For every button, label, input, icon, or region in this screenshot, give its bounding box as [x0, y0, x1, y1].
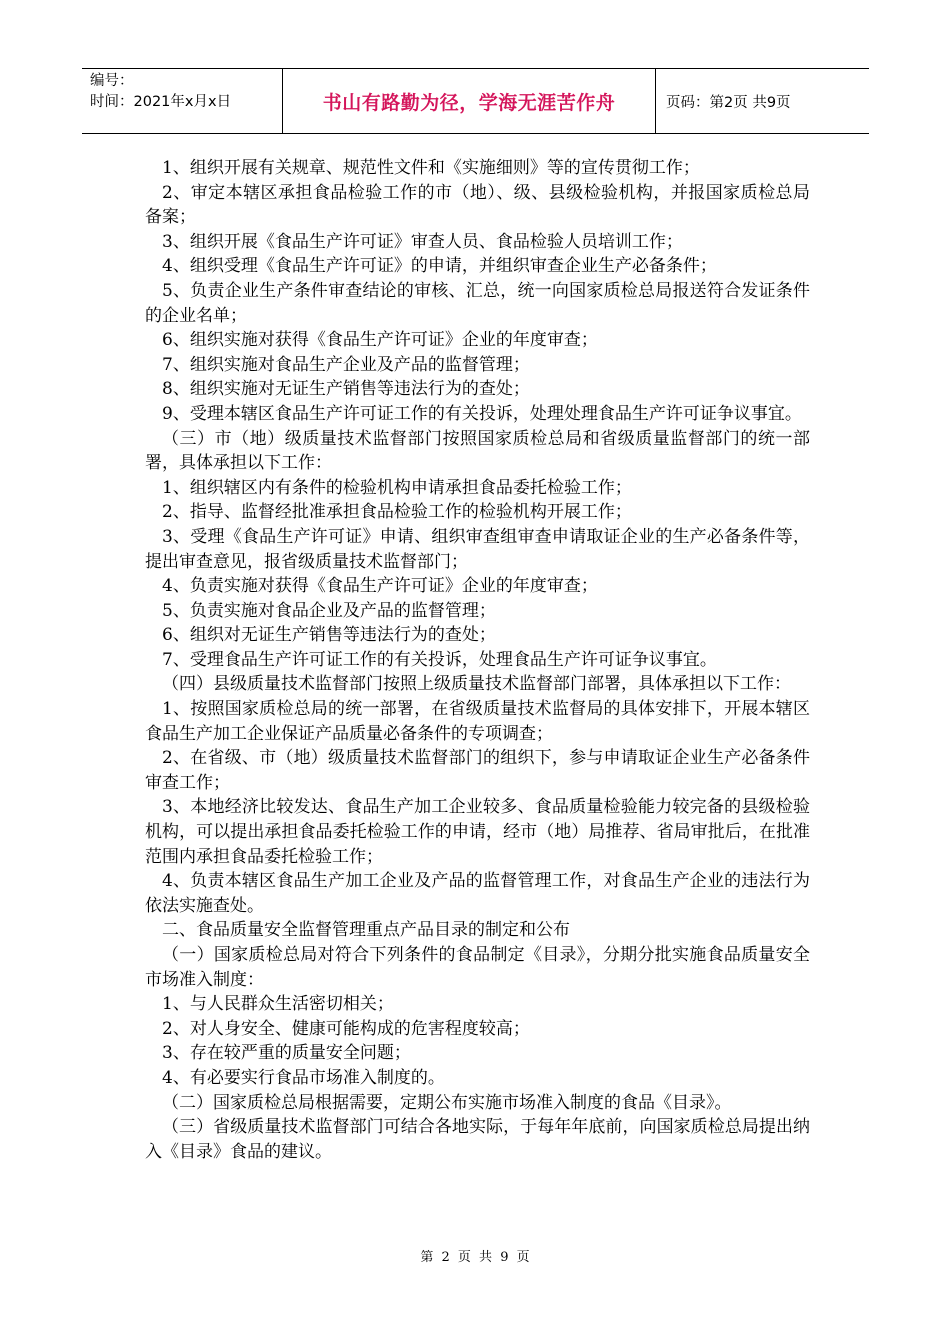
- body-paragraph: 1、组织开展有关规章、规范性文件和《实施细则》等的宣传贯彻工作；: [162, 158, 700, 178]
- header-motto-cell: [282, 69, 656, 133]
- section-heading: （二）国家质检总局根据需要，定期公布实施市场准入制度的食品《目录》。: [162, 1092, 732, 1113]
- body-paragraph: 3、组织开展《食品生产许可证》审查人员、食品检验人员培训工作；: [162, 231, 683, 252]
- body-paragraph: 5、负责实施对食品企业及产品的监督管理；: [162, 600, 496, 621]
- body-paragraph: 6、组织对无证生产销售等违法行为的查处；: [162, 625, 496, 646]
- body-paragraph: 6、组织实施对获得《食品生产许可证》企业的年度审查；: [162, 330, 598, 351]
- header-motto: 书山有路勤为径，学海无涯苦作舟: [322, 91, 616, 114]
- document-number-label: 编号：: [90, 73, 134, 89]
- body-paragraph: 5、负责企业生产条件审查结论的审核、汇总，统一向国家质检总局报送符合发证条件的企业名单；: [145, 280, 810, 326]
- header-meta: [82, 69, 282, 133]
- body-paragraph: 3、本地经济比较发达、食品生产加工企业较多、食品质量检验能力较完备的县级检验机构，可以提出承担食品委托检验工作的申请，经市（地）局推荐、省局审批后，在批准范围内承担食品委托检验工作；: [145, 797, 810, 867]
- section-heading: （四）县级质量技术监督部门按照上级质量技术监督部门部署，具体承担以下工作：: [162, 674, 791, 695]
- header-page-label: 页码：第2页 共9页: [666, 94, 791, 111]
- header-page-cell: [656, 69, 869, 133]
- body-paragraph: 1、与人民群众生活密切相关；: [162, 994, 394, 1015]
- body-paragraph: 2、在省级、市（地）级质量技术监督部门的组织下，参与申请取证企业生产必备条件审查工作；: [145, 748, 810, 793]
- section-heading: （一）国家质检总局对符合下列条件的食品制定《目录》，分期分批实施食品质量安全市场准入制度：: [145, 945, 810, 990]
- section-heading: （三）省级质量技术监督部门可结合各地实际，于每年年底前，向国家质检总局提出纳入《目录》食品的建议。: [145, 1117, 810, 1162]
- body-paragraph: 1、组织辖区内有条件的检验机构申请承担食品委托检验工作；: [162, 477, 632, 498]
- body-paragraph: 2、指导、监督经批准承担食品检验工作的检验机构开展工作；: [162, 502, 632, 523]
- body-paragraph: 2、对人身安全、健康可能构成的危害程度较高；: [162, 1018, 530, 1039]
- body-paragraph: 4、负责本辖区食品生产加工企业及产品的监督管理工作，对食品生产企业的违法行为依法实施查处。: [145, 871, 810, 916]
- body-paragraph: 2、审定本辖区承担食品检验工作的市（地）、级、县级检验机构，并报国家质检总局备案；: [145, 182, 810, 228]
- section-heading: 二、食品质量安全监督管理重点产品目录的制定和公布: [162, 920, 570, 941]
- page-footer: 第 2 页 共 9 页: [420, 1250, 530, 1265]
- body-paragraph: 8、组织实施对无证生产销售等违法行为的查处；: [162, 379, 530, 400]
- body-paragraph: 3、存在较严重的质量安全问题；: [162, 1043, 411, 1064]
- document-body: [145, 156, 810, 1164]
- body-paragraph: 9、受理本辖区食品生产许可证工作的有关投诉，处理处理食品生产许可证争议事宜。: [162, 403, 802, 424]
- body-paragraph: 4、负责实施对获得《食品生产许可证》企业的年度审查；: [162, 576, 598, 597]
- body-paragraph: 1、按照国家质检总局的统一部署，在省级质量技术监督局的具体安排下，开展本辖区食品生产加工企业保证产品质量必备条件的专项调查；: [145, 699, 810, 744]
- document-time-label: 时间：2021年x月x日: [90, 94, 232, 110]
- body-paragraph: 3、受理《食品生产许可证》申请、组织审查组审查申请取证企业的生产必备条件等，提出审查意见，报省级质量技术监督部门；: [145, 526, 810, 572]
- document-header: [82, 68, 869, 134]
- section-heading: （三）市（地）级质量技术监督部门按照国家质检总局和省级质量监督部门的统一部署，具体承担以下工作：: [145, 428, 810, 474]
- body-paragraph: 4、组织受理《食品生产许可证》的申请，并组织审查企业生产必备条件；: [162, 256, 717, 277]
- body-paragraph: 7、受理食品生产许可证工作的有关投诉，处理食品生产许可证争议事宜。: [162, 649, 717, 670]
- body-paragraph: 7、组织实施对食品生产企业及产品的监督管理；: [162, 354, 530, 375]
- body-paragraph: 4、有必要实行食品市场准入制度的。: [162, 1067, 445, 1088]
